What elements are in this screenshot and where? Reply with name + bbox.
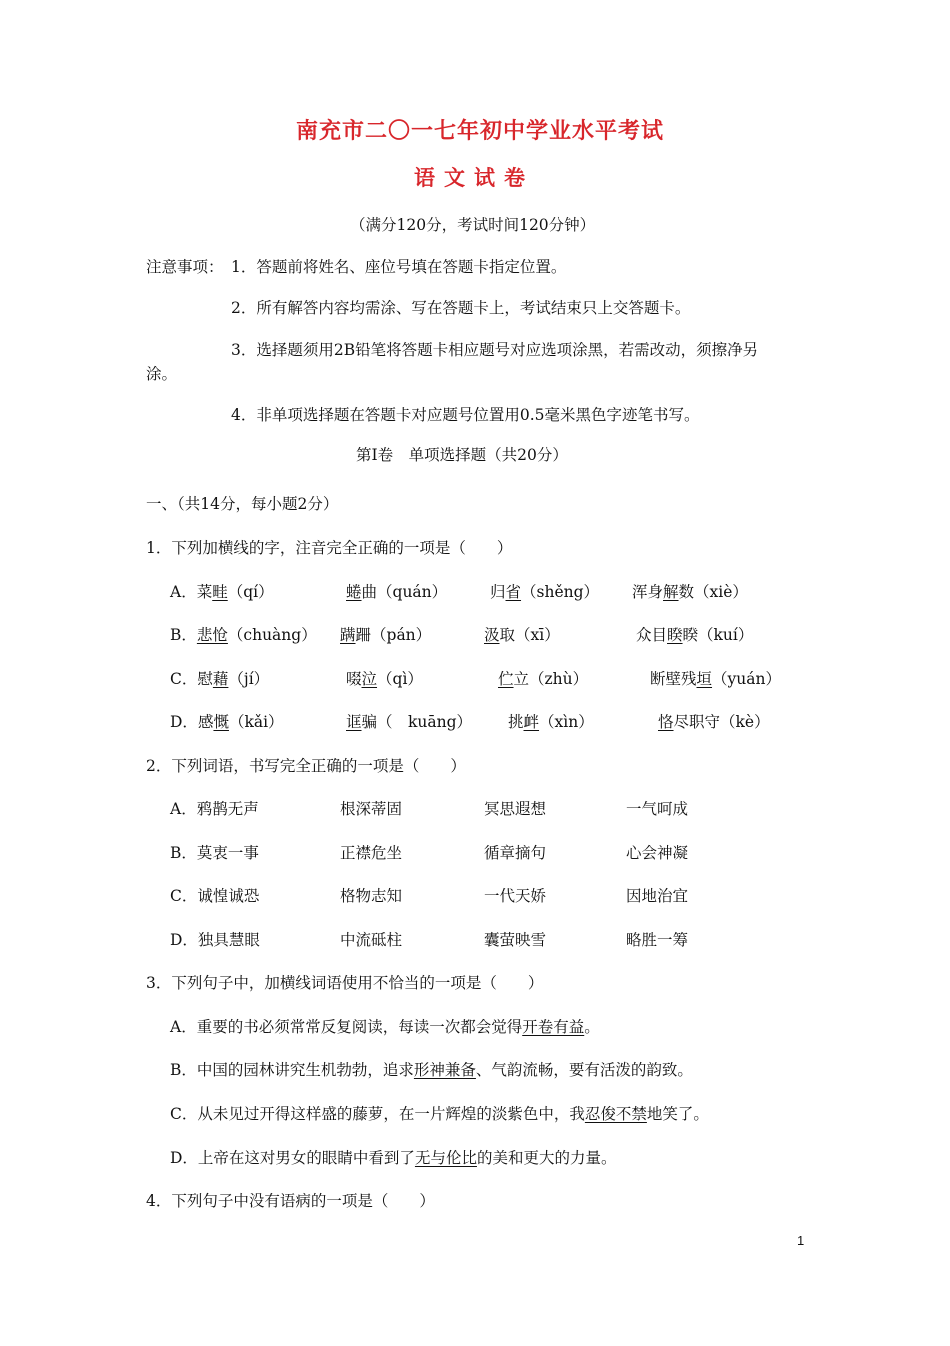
q2-d-word-2: 中流砥柱	[340, 931, 403, 949]
q3-option-d: D．上帝在这对男女的眼睛中看到了无与伦比的美和更大的力量。	[170, 1149, 617, 1167]
q1-stem: 1．下列加横线的字，注音完全正确的一项是（ ）	[146, 539, 513, 557]
part1-heading: 一、（共14分，每小题2分）	[146, 495, 339, 513]
q2-c-word-3: 一代天娇	[484, 887, 547, 905]
q1-a-word-4: 浑身解数（xiè）	[632, 583, 748, 601]
q1-c-word-4: 断壁残垣（yuán）	[650, 670, 781, 688]
q1-option-c: C．慰藉（jí）	[170, 670, 270, 688]
q2-a-word-4: 一气呵成	[626, 800, 689, 818]
q2-d-word-4: 略胜一筹	[626, 931, 689, 949]
q4-stem: 4．下列句子中没有语病的一项是（ ）	[146, 1192, 435, 1210]
q2-d-word-1: D．独具慧眼	[170, 931, 260, 949]
q2-b-word-2: 正襟危坐	[340, 844, 403, 862]
q2-c-word-1: C．诚惶诚恐	[170, 887, 260, 905]
notice-item-3: 3．选择题须用2B铅笔将答题卡相应题号对应选项涂黑，若需改动，须擦净另	[231, 341, 759, 359]
q2-a-word-1: A．鸦鹊无声	[170, 800, 259, 818]
q2-a-word-3: 冥思遐想	[484, 800, 547, 818]
page-subtitle: 语文试卷	[414, 166, 534, 190]
q3-stem: 3．下列句子中，加横线词语使用不恰当的一项是（ ）	[146, 974, 544, 992]
q2-a-word-2: 根深蒂固	[340, 800, 403, 818]
q2-b-word-3: 循章摘句	[484, 844, 547, 862]
q1-option-b: B．悲怆（chuàng）	[170, 626, 317, 644]
q1-d-word-3: 挑衅（xìn）	[508, 713, 594, 731]
q2-b-word-1: B．莫衷一事	[170, 844, 259, 862]
notice-item-4: 4．非单项选择题在答题卡对应题号位置用0.5毫米黑色字迹笔书写。	[231, 406, 700, 424]
section-title: 第Ⅰ卷 单项选择题（共20分）	[356, 446, 568, 464]
q2-c-word-2: 格物志知	[340, 887, 403, 905]
q2-c-word-4: 因地治宜	[626, 887, 689, 905]
q1-b-word-2: 蹒跚（pán）	[340, 626, 432, 644]
notice-label: 注意事项：	[146, 258, 224, 276]
page-title: 南充市二〇一七年初中学业水平考试	[296, 119, 665, 144]
q3-option-c: C．从未见过开得这样盛的藤萝，在一片辉煌的淡紫色中，我忍俊不禁地笑了。	[170, 1105, 709, 1123]
q2-stem: 2．下列词语，书写完全正确的一项是（ ）	[146, 757, 466, 775]
q1-option-a: A．菜畦（qí）	[170, 583, 274, 601]
q3-option-b: B．中国的园林讲究生机勃勃，追求形神兼备、气韵流畅，要有活泼的韵致。	[170, 1061, 693, 1079]
q1-d-word-4: 恪尽职守（kè）	[658, 713, 770, 731]
q1-d-word-2: 诓骗（ kuāng）	[346, 713, 473, 731]
notice-item-3-cont: 涂。	[146, 365, 178, 383]
q3-option-a: A．重要的书必须常常反复阅读，每读一次都会觉得开卷有益。	[170, 1018, 600, 1036]
score-note: （满分120分，考试时间120分钟）	[350, 216, 596, 234]
page-number: 1	[797, 1233, 805, 1248]
notice-item-1: 1．答题前将姓名、座位号填在答题卡指定位置。	[231, 258, 567, 276]
notice-item-2: 2．所有解答内容均需涂、写在答题卡上，考试结束只上交答题卡。	[231, 299, 691, 317]
q1-a-word-3: 归省（shěng）	[490, 583, 600, 601]
q1-option-d: D．感慨（kǎi）	[170, 713, 284, 731]
q1-b-word-3: 汲取（xī）	[484, 626, 560, 644]
q1-c-word-2: 啜泣（qì）	[346, 670, 423, 688]
q2-d-word-3: 囊萤映雪	[484, 931, 547, 949]
q2-b-word-4: 心会神凝	[626, 844, 689, 862]
q1-b-word-4: 众目睽睽（kuí）	[636, 626, 754, 644]
q1-a-word-2: 蜷曲（quán）	[346, 583, 448, 601]
q1-c-word-3: 伫立（zhù）	[498, 670, 589, 688]
